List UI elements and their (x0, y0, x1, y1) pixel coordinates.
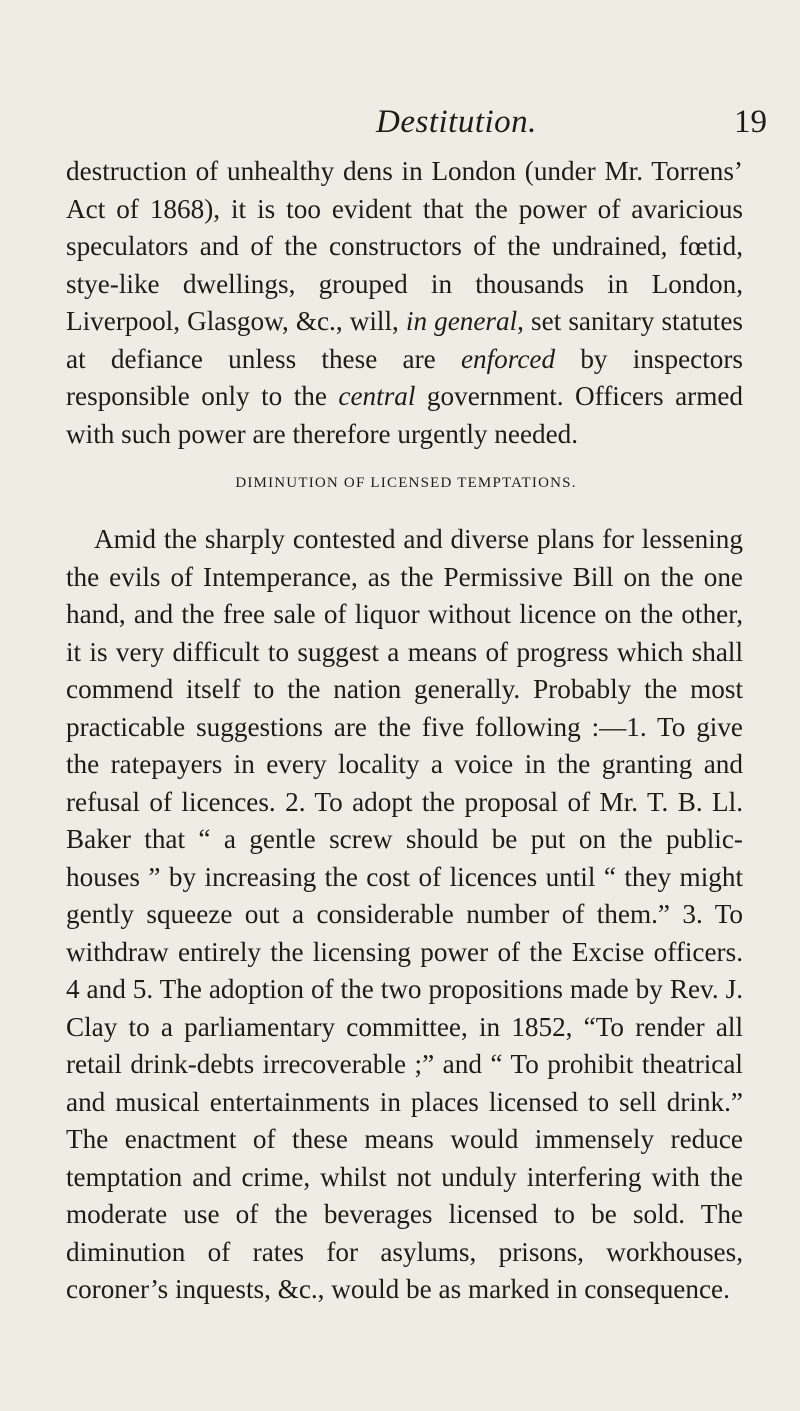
paragraph-1-italic-enforced: enforced (460, 343, 556, 374)
paragraph-1-text-d: government. Officers armed with such power are therefore urgently needed. (66, 381, 744, 449)
paragraph-1-italic-central: central (338, 381, 416, 411)
page-number: 19 (734, 104, 767, 140)
running-title: Destitution. (376, 104, 537, 140)
paragraph-1-text-c: by inspectors responsible only to the (66, 343, 743, 411)
paragraph-1 (66, 153, 743, 453)
paragraph-2: Amid the sharply contested and diverse plans for lessening the evils of Intemperance, as the Permissive Bill on the one hand, and the free sale of liquor without licence on the other, it is very difficult to suggest a means of progress which shall commend itself to the nation generally. Probably the most practicable suggestions are the five following :—1. To give the ratepayers in every locality a voice in the granting and refusal of licences. 2. To adopt the proposal of Mr. T. B. Ll. Baker that “ a gentle screw should be put on the public-houses ” by increasing the cost of licences until “ they might gently squeeze out a considerable number of them.” 3. To withdraw entirely the licensing power of the Excise officers. 4 and 5. The adoption of the two propositions made by Rev. J. Clay to a parliamentary committee, in 1852, “To render all retail drink-debts irrecoverable ;” and “ To prohibit theatrical and musical entertainments in places licensed to sell drink.” The enactment of these means would immensely reduce temptation and crime, whilst not unduly interfering with the moderate use of the beverages licensed to be sold. The diminution of rates for asylums, prisons, workhouses, coroner’s inquests, &c., would be as marked in consequence. (66, 524, 743, 1304)
paragraph-1-italic-in-general: in general (405, 306, 518, 336)
paragraph-1-text-a: destruction of unhealthy dens in London (under Mr. Torrens’ Act of 1868), it is too evident that the power of avaricious speculators and of the constructors of the undrained, fœtid, stye-like dwellings, grouped in thousands in London, Liverpool, Glasgow, &c., will, (66, 156, 743, 336)
paragraph-1-text-b: , set sanitary statutes at defiance unless these are (66, 306, 743, 374)
section-heading: DIMINUTION OF LICENSED TEMPTATIONS. (235, 475, 577, 491)
running-head (0, 104, 800, 144)
